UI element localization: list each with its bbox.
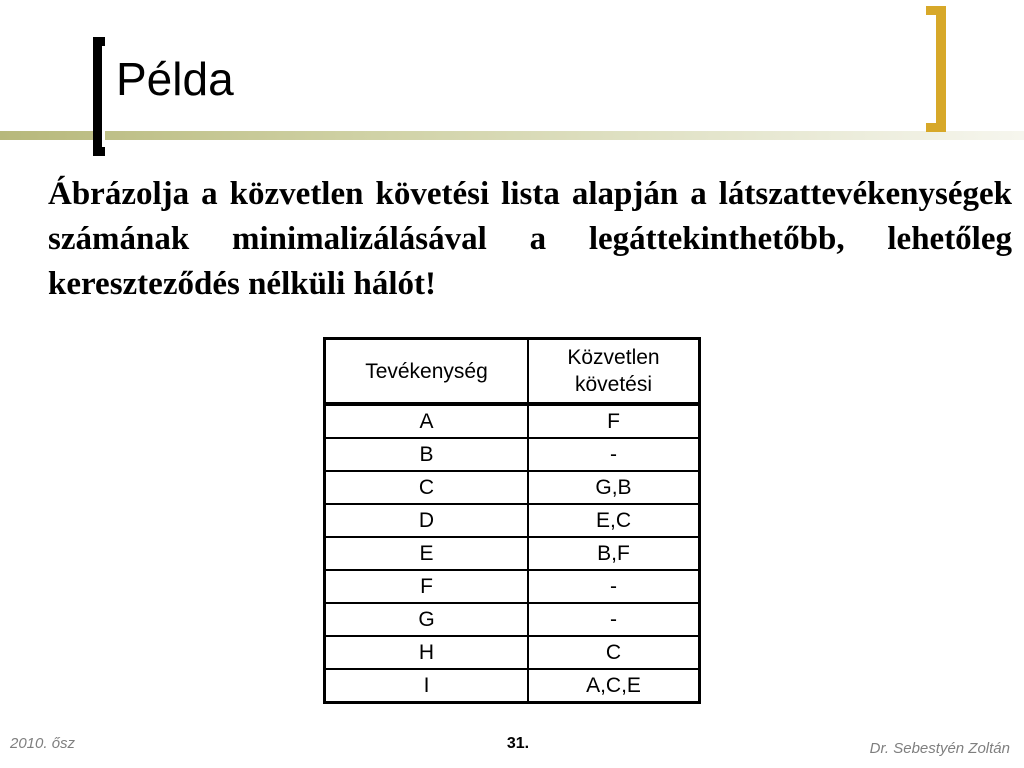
header-activity: Tevékenység — [325, 339, 528, 405]
footer-date: 2010. ősz — [10, 735, 76, 752]
successor-cell: F — [528, 404, 700, 438]
successor-cell: C — [528, 636, 700, 669]
activity-cell: H — [325, 636, 528, 669]
activity-cell: B — [325, 438, 528, 471]
activity-cell: A — [325, 404, 528, 438]
successor-cell: - — [528, 570, 700, 603]
table-row — [325, 636, 700, 669]
table-row — [325, 603, 700, 636]
table-row — [325, 504, 700, 537]
successor-cell: B,F — [528, 537, 700, 570]
header-successors-line2: követési — [574, 373, 653, 396]
activity-cell: D — [325, 504, 528, 537]
successor-cell: E,C — [528, 504, 700, 537]
footer-author: Dr. Sebestyén Zoltán — [869, 740, 1010, 757]
table-row — [325, 669, 700, 703]
left-bracket-decoration — [93, 37, 105, 156]
activity-cell: F — [325, 570, 528, 603]
successor-cell: G,B — [528, 471, 700, 504]
title-rule — [0, 131, 1024, 140]
table-row — [325, 537, 700, 570]
activity-cell: C — [325, 471, 528, 504]
table-row — [325, 471, 700, 504]
table-row — [325, 570, 700, 603]
table-row — [325, 438, 700, 471]
table-row — [325, 404, 700, 438]
task-description: Ábrázolja a közvetlen követési lista alapján a látszattevékenységek számának minimalizálásával a legáttekinthetőbb, lehetőleg kereszteződés nélküli hálót! — [48, 176, 1012, 302]
successor-cell: - — [528, 603, 700, 636]
header-successors — [528, 339, 700, 405]
header-successors-line1: Közvetlen — [567, 346, 660, 369]
page-number: 31. — [506, 735, 530, 752]
activity-cell: G — [325, 603, 528, 636]
activity-cell: I — [325, 669, 528, 703]
right-bracket-decoration — [926, 6, 946, 132]
slide-title: Példa — [116, 53, 234, 105]
dependency-table — [323, 337, 701, 704]
successor-cell: A,C,E — [528, 669, 700, 703]
successor-cell: - — [528, 438, 700, 471]
activity-cell: E — [325, 537, 528, 570]
table-header-row — [325, 339, 700, 405]
